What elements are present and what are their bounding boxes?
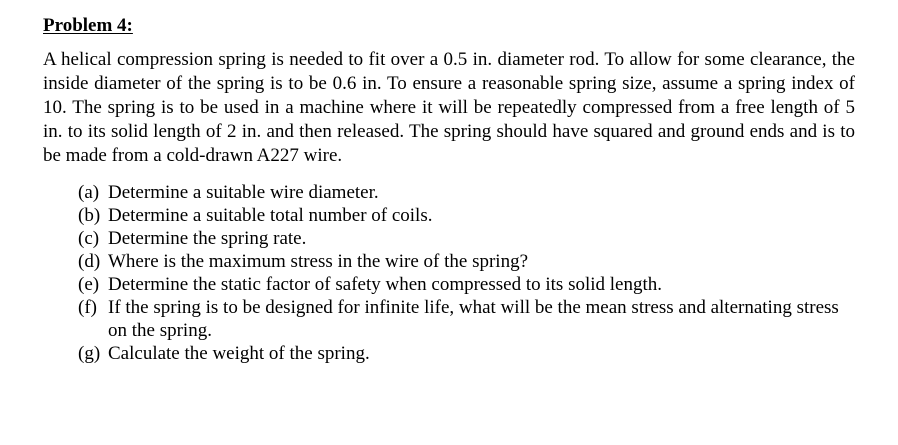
part-text: Determine a suitable total number of coils.	[108, 205, 433, 226]
part-label: (e)	[78, 274, 100, 295]
part-text: Determine a suitable wire diameter.	[108, 182, 379, 203]
part-text: Where is the maximum stress in the wire of the spring?	[108, 251, 529, 272]
problem-document	[43, 14, 855, 365]
part-text: Determine the static factor of safety when compressed to its solid length.	[108, 274, 663, 295]
part-label: (c)	[78, 228, 100, 249]
part-text: Determine the spring rate.	[108, 228, 307, 249]
question-part-d	[78, 250, 855, 273]
problem-statement: A helical compression spring is needed to fit over a 0.5 in. diameter rod. To allow for some clearance, the inside diameter of the spring is to be 0.6 in. To ensure a reasonable spring size, assume a spring index of 10. The spring is to be used in a machine where it will be repeatedly compressed from a free length of 5 in. to its solid length of 2 in. and then released. The spring should have squared and ground ends and is to be made from a cold-drawn A227 wire.	[43, 49, 855, 166]
part-label: (f)	[78, 297, 97, 318]
problem-title: Problem 4:	[43, 15, 133, 36]
question-part-b	[78, 204, 855, 227]
question-part-c	[78, 227, 855, 250]
part-label: (g)	[78, 343, 101, 364]
part-label: (a)	[78, 182, 100, 203]
part-label: (b)	[78, 205, 101, 226]
part-text: If the spring is to be designed for infinite life, what will be the mean stress and alternating stress on the spring.	[108, 297, 839, 341]
question-part-g	[78, 342, 855, 365]
question-part-f	[78, 296, 855, 342]
question-part-e	[78, 273, 855, 296]
part-label: (d)	[78, 251, 101, 272]
question-parts-list	[43, 181, 855, 365]
question-part-a	[78, 181, 855, 204]
part-text: Calculate the weight of the spring.	[108, 343, 370, 364]
